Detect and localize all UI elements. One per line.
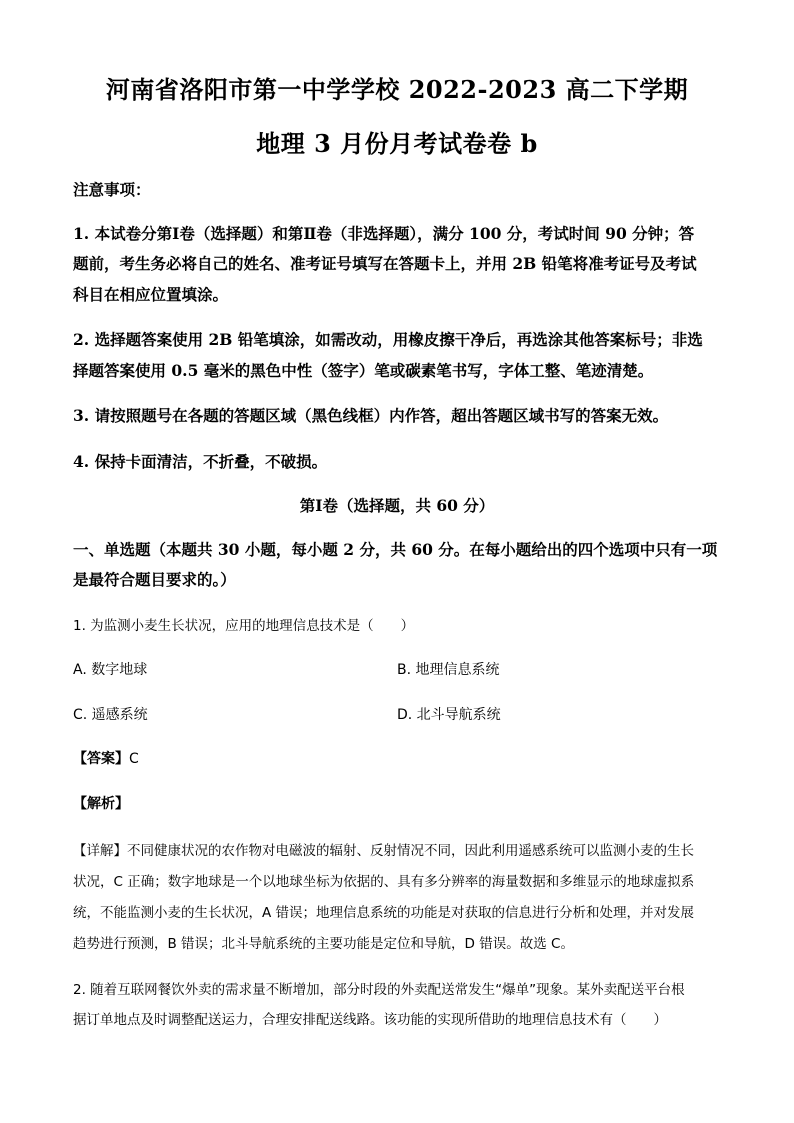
notice-heading: 注意事项：	[73, 180, 151, 199]
exam-title-line2: 地理 3 月份月考试卷卷 b	[256, 129, 538, 158]
q1-detail-line4: 趋势进行预测，B 错误；北斗导航系统的主要功能是定位和导航，D 错误。故选 C。	[73, 936, 574, 952]
q1-answer-label: 【答案】	[73, 751, 129, 767]
notice-item-3: 3. 请按照题号在各题的答题区域（黑色线框）内作答，超出答题区域书写的答案无效。	[73, 406, 669, 425]
q2-stem-line2: 据订单地点及时调整配送运力，合理安排配送线路。该功能的实现所借助的地理信息技术有（ ）	[73, 1012, 667, 1028]
q1-answer-value: C	[129, 751, 139, 767]
q2-stem-line1: 2. 随着互联网餐饮外卖的需求量不断增加，部分时段的外卖配送常发生“爆单”现象。某外卖配送平台根	[73, 982, 685, 998]
q1-option-d: D. 北斗导航系统	[397, 707, 501, 723]
part1-heading: 第Ⅰ卷（选择题，共 60 分）	[299, 496, 495, 515]
q1-detail-line1: 【详解】不同健康状况的农作物对电磁波的辐射、反射情况不同，因此利用遥感系统可以监测小麦的生长	[73, 843, 694, 859]
q1-detail-line2: 状况，C 正确；数字地球是一个以地球坐标为依据的、具有多分辨率的海量数据和多维显示的地球虚拟系	[73, 874, 695, 890]
q1-option-c: C. 遥感系统	[73, 707, 148, 723]
notice-item-2-line1: 2. 选择题答案使用 2B 铅笔填涂，如需改动，用橡皮擦干净后，再选涂其他答案标号；非选	[73, 330, 703, 349]
q1-stem: 1. 为监测小麦生长状况，应用的地理信息技术是（ ）	[73, 618, 415, 634]
notice-item-1-line1: 1. 本试卷分第Ⅰ卷（选择题）和第Ⅱ卷（非选择题），满分 100 分，考试时间 90 分钟；答	[73, 224, 695, 243]
q1-analysis-label: 【解析】	[73, 796, 129, 812]
notice-item-2-line2: 择题答案使用 0.5 毫米的黑色中性（签字）笔或碳素笔书写，字体工整、笔迹清楚。	[73, 361, 654, 380]
q1-option-b: B. 地理信息系统	[397, 662, 500, 678]
q1-answer	[73, 748, 723, 768]
section1-heading-line1: 一、单选题（本题共 30 小题，每小题 2 分，共 60 分。在每小题给出的四个选项中只有一项	[73, 540, 718, 559]
exam-title-line1: 河南省洛阳市第一中学学校 2022-2023 高二下学期	[105, 75, 689, 104]
notice-item-1-line2: 题前，考生务必将自己的姓名、准考证号填写在答题卡上，并用 2B 铅笔将准考证号及考试	[73, 254, 697, 273]
section1-heading-line2: 是最符合题目要求的。）	[73, 570, 236, 589]
notice-item-4: 4. 保持卡面清洁，不折叠，不破损。	[73, 452, 328, 471]
q1-option-a: A. 数字地球	[73, 662, 148, 678]
q1-detail-line3: 统，不能监测小麦的生长状况，A 错误；地理信息系统的功能是对获取的信息进行分析和处理，并对发展	[73, 905, 695, 921]
notice-item-1-line3: 科目在相应位置填涂。	[73, 285, 229, 304]
